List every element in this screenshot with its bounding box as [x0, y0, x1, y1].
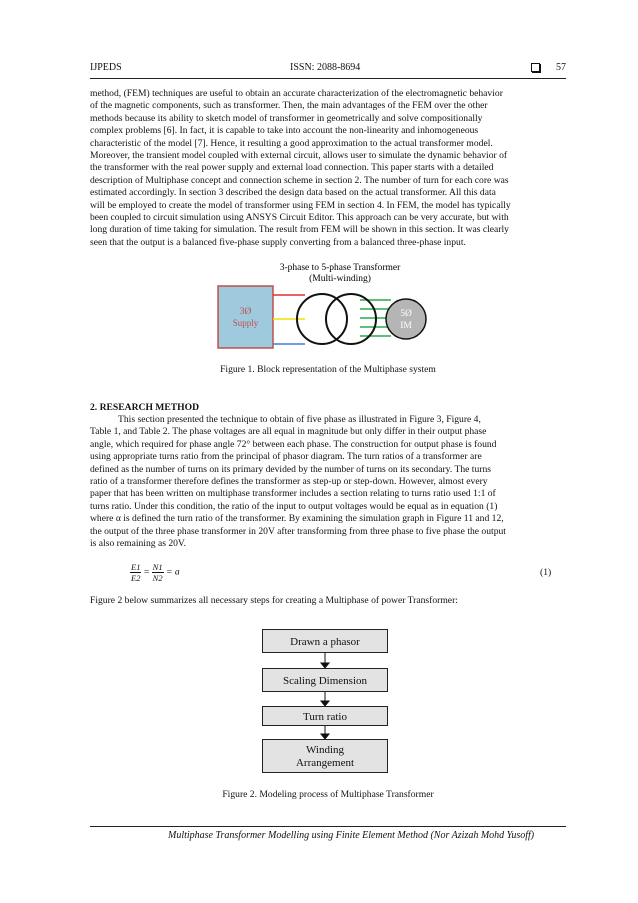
figure1-title-line2: (Multi-winding)	[309, 274, 371, 284]
text-line: been coupled to circuit simulation using ANSYS Circuit Editor. This approach can be very accurate, but with	[90, 212, 509, 224]
figure1-block-diagram	[210, 258, 440, 358]
text-line: ratio of a transformer therefore defines the transformer as step-up or step-down. However, almost every	[90, 476, 488, 488]
flow-step-turn-ratio: Turn ratio	[262, 706, 388, 726]
arrowhead-icon	[321, 701, 329, 706]
text-line: the output of the three phase transformer in 20V after transforming from three phase to five phase the output	[90, 525, 506, 537]
equation: $\frac{E1}{E2}$ = $\frac{N1}{N2}$ = a	[131, 562, 180, 583]
im-label-line2: IM	[400, 321, 412, 331]
flow-step-drawn-phasor: Drawn a phasor	[262, 629, 388, 653]
fraction-n: $\frac{N1}{N2}$	[152, 562, 163, 583]
fraction-e: $\frac{E1}{E2}$	[131, 562, 141, 583]
text-line: description of Multiphase concept and connection scheme in section 2. The number of turn for each core was	[90, 174, 509, 186]
text-line: is also remaining as 20V.	[90, 538, 187, 550]
page-header	[90, 62, 566, 76]
text-line: seen that the output is a balanced five-phase supply converting from a balanced three-phase input.	[90, 236, 466, 248]
flow-step-label: Arrangement	[295, 757, 355, 769]
text-line: defined as the number of turns on its primary devided by the number of turns on its secondary. The turns	[90, 463, 491, 475]
text-line: the transformer with the real power supply and external load connection. This paper starts with a detailed	[90, 162, 494, 174]
issn: ISSN: 2088-8694	[290, 62, 361, 73]
footer-text: Multiphase Transformer Modelling using Finite Element Method (Nor Azizah Mohd Yusoff)	[168, 830, 535, 841]
text-line: methods because its ability to sketch model of transformer in geometrically and solve compositionally	[90, 112, 483, 124]
section-heading: 2. RESEARCH METHOD	[90, 402, 200, 413]
text-line: long duration of time taking for simulation. The result from FEM will be shown in this section. It was clearly	[90, 224, 509, 236]
text-line: turns ratio. Under this condition, the ratio of the input to output voltages would be equal as in equation (1)	[90, 500, 498, 512]
figure1-title-line1: 3-phase to 5-phase Transformer	[279, 263, 401, 273]
equation-rhs: = a	[166, 566, 180, 578]
im-label-line1: 5Ø	[400, 309, 412, 319]
induction-motor-circle	[386, 299, 426, 339]
page-number: 57	[556, 62, 566, 73]
text-line: Table 1, and Table 2. The phase voltages are all equal in magnitude but only differ in their output phase	[90, 426, 487, 438]
section2-paragraph	[90, 414, 566, 550]
flow-arrows	[315, 653, 335, 743]
figure1-caption: Figure 1. Block representation of the Multiphase system	[220, 364, 436, 375]
supply-block	[218, 286, 273, 348]
first-line-text: This section presented the technique to obtain of five phase as illustrated in Figure 3, Figure 4,	[118, 414, 481, 425]
figure2-caption: Figure 2. Modeling process of Multiphase Transformer	[222, 789, 434, 800]
flow-step-winding-arrangement	[262, 739, 388, 773]
text-line: paper that has been written on multiphase transformer includes a section relating to turns ratio used 1:1 of	[90, 488, 496, 500]
text-line: Moreover, the transient model coupled with external circuit, allows user to simulate the dynamic behavior of	[90, 150, 508, 162]
text-line: will be employed to create the model of transformer using FEM in section 4. In FEM, the model has typically	[90, 199, 511, 211]
equation-number: (1)	[540, 567, 552, 578]
secondary-winding-circle	[326, 294, 376, 344]
text-line: complex problems [6]. In fact, it is capable to take into account the non-linearity and inhomogeneous	[90, 125, 479, 137]
text-line: method, (FEM) techniques are useful to obtain an accurate characterization of the electromagnetic behavior	[90, 88, 503, 99]
text-line: estimated accordingly. In section 3 described the design data based on the actual transformer. All this data	[90, 187, 496, 199]
flow-step-label: Winding	[305, 744, 345, 756]
checkbox-square-icon	[531, 63, 540, 72]
text-line: where α is defined the turn ratio of the transformer. By examining the simulation graph in Figure 11 and 12,	[90, 513, 504, 525]
flow-step-scaling-dimension: Scaling Dimension	[262, 668, 388, 692]
page-number-wrap	[531, 62, 566, 73]
intro-paragraph	[90, 88, 566, 249]
text-line: angle, which required for phase angle 72° between each phase. The construction for output phase is found	[90, 438, 497, 450]
text-line: of the magnetic components, such as transformer. Then, the main advantages of the FEM over the other	[90, 100, 488, 112]
text-line: using appropriate turns ratio from the principal of phasor diagram. The turn ratios of a transformer are	[90, 451, 482, 463]
text-line: characteristic of the model [7]. Hence, it resulting a good approximation to the actual transformer model.	[90, 137, 493, 149]
supply-label-line2: Supply	[232, 318, 259, 328]
header-rule	[90, 78, 566, 79]
footer-rule	[90, 826, 566, 827]
text-line	[90, 414, 566, 426]
arrowhead-icon	[321, 734, 329, 739]
arrowhead-icon	[321, 663, 329, 668]
figure2-intro: Figure 2 below summarizes all necessary steps for creating a Multiphase of power Transformer:	[90, 595, 458, 606]
supply-label-line1: 3Ø	[239, 307, 252, 317]
journal-name: IJPEDS	[90, 62, 122, 73]
